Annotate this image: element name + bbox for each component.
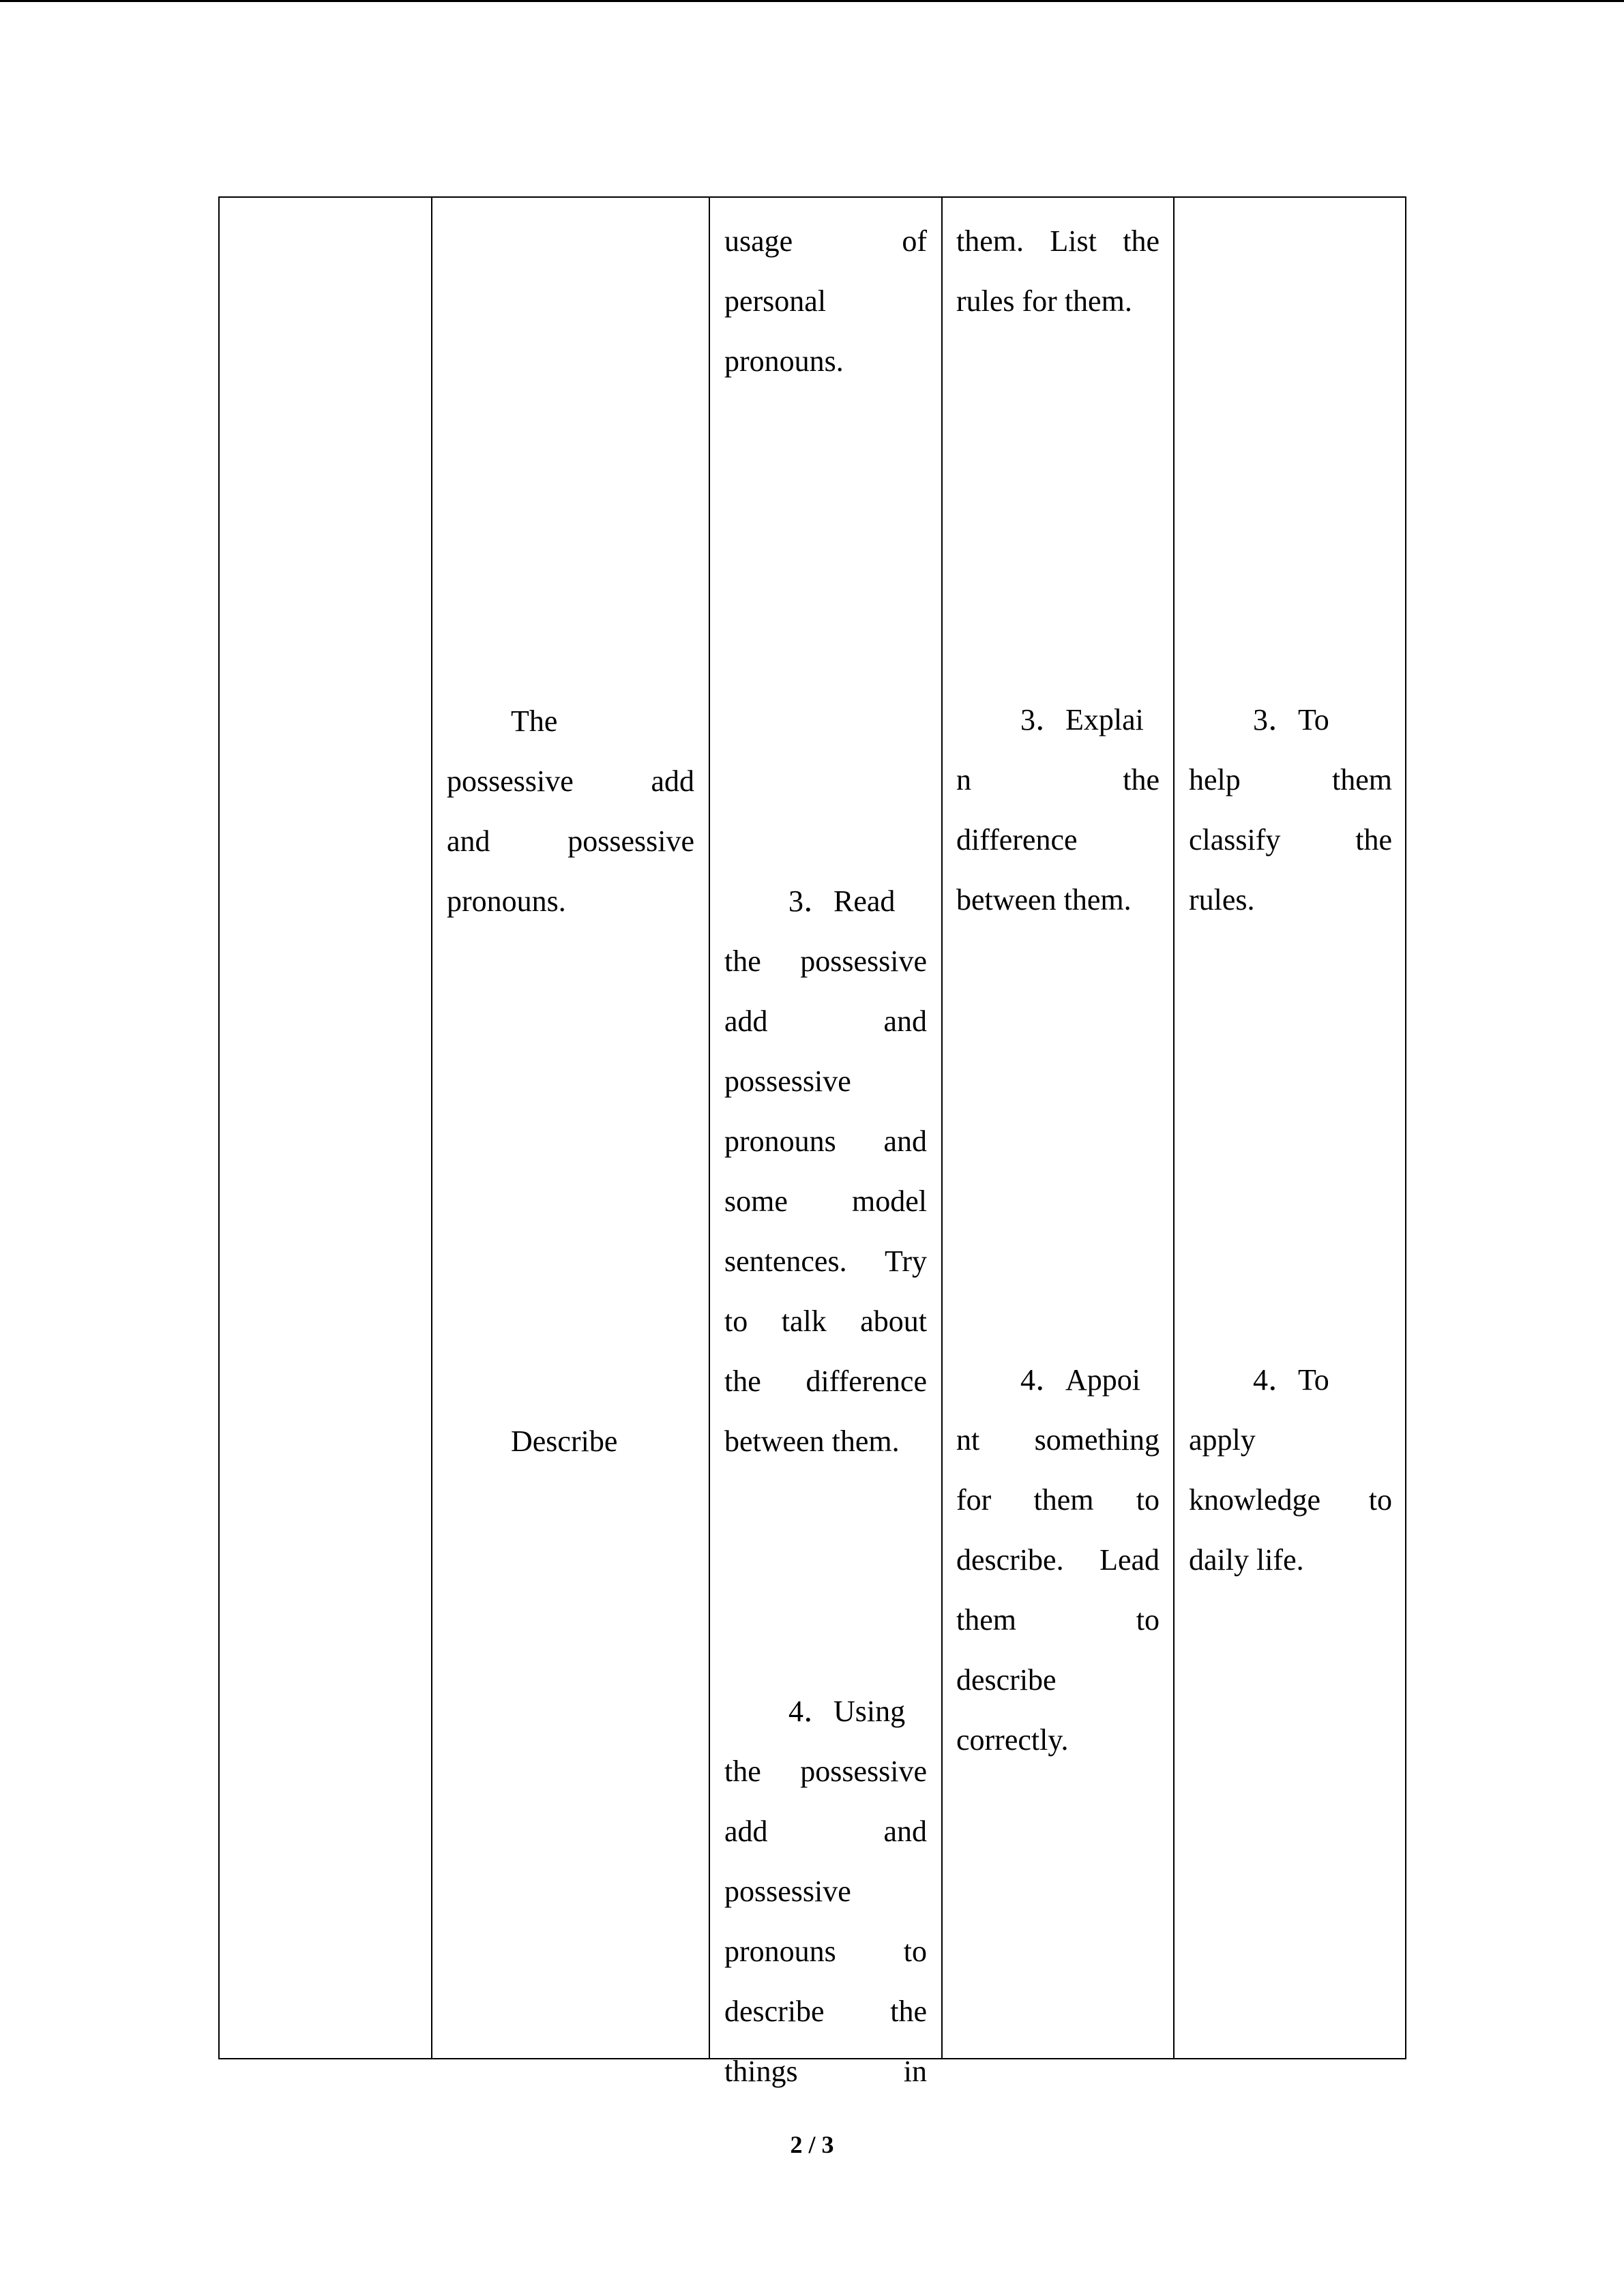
text-line: personal [724,284,827,318]
text-line: difference [956,823,1078,856]
text-line: them. List the [956,224,1160,258]
text-line: 4．To [1253,1363,1329,1397]
col4-block-explain [956,690,1160,930]
text-line: and possessive [447,824,694,858]
col5-block-apply [1189,1350,1392,1590]
col2-block-possessive [447,691,694,931]
text-line: add and [724,1004,927,1038]
text-line: add and [724,1815,927,1848]
text-line: things in [724,2055,927,2088]
text-line: correctly. [956,1723,1069,1757]
column-divider-2 [709,198,710,2058]
col3-block-read [724,871,927,1472]
text-line: possessive [724,1064,851,1098]
text-line: rules for them. [956,284,1132,318]
text-line: 4．Appoi [1020,1363,1140,1397]
text-line: classify the [1189,823,1392,856]
col3-block-using [724,1682,927,2102]
text-line: usage of [724,224,927,258]
text-line: describe. Lead [956,1543,1160,1577]
col5-block-classify [1189,690,1392,930]
column-divider-3 [941,198,943,2058]
text-line: rules. [1189,883,1255,916]
column-divider-4 [1173,198,1175,2058]
col4-block-appoint [956,1350,1160,1770]
text-line: them to [956,1603,1160,1637]
col3-block-usage [724,211,927,391]
text-line: between them. [724,1425,900,1458]
text-line: knowledge to [1189,1483,1392,1517]
col4-block-list [956,211,1160,331]
text-line: the possessive [724,1755,927,1788]
text-line: daily life. [1189,1543,1304,1577]
text-line: between them. [956,883,1132,916]
page-number: 2 / 3 [790,2131,834,2158]
text-line: 3．Read [788,884,896,918]
lesson-table [218,196,1406,2088]
text-line: the possessive [724,944,927,978]
text-line: to talk about [724,1304,927,1338]
column-divider-1 [431,198,432,2058]
text-line: help them [1189,763,1392,796]
text-line: n the [956,763,1160,796]
text-line: pronouns and [724,1124,927,1158]
text-line: describe the [724,1995,927,2028]
text-line: 4．Using [788,1695,906,1728]
text-line: sentences. Try [724,1244,927,1278]
text-line: pronouns. [447,884,566,918]
text-line: apply [1189,1423,1256,1457]
col2-block-describe [447,1412,694,1472]
text-line: nt something [956,1423,1160,1457]
text-line: Describe [511,1425,618,1458]
top-border-rule [0,0,1624,2]
text-line: possessive add [447,764,694,798]
text-line: possessive [724,1875,851,1908]
text-line: some model [724,1184,927,1218]
text-line: describe [956,1663,1057,1697]
text-line: pronouns. [724,344,844,378]
text-line: the difference [724,1365,927,1398]
text-line: 3．To [1253,703,1329,736]
text-line: The [511,704,558,738]
text-line: for them to [956,1483,1160,1517]
text-line: 3．Explai [1020,703,1144,736]
text-line: pronouns to [724,1935,927,1968]
